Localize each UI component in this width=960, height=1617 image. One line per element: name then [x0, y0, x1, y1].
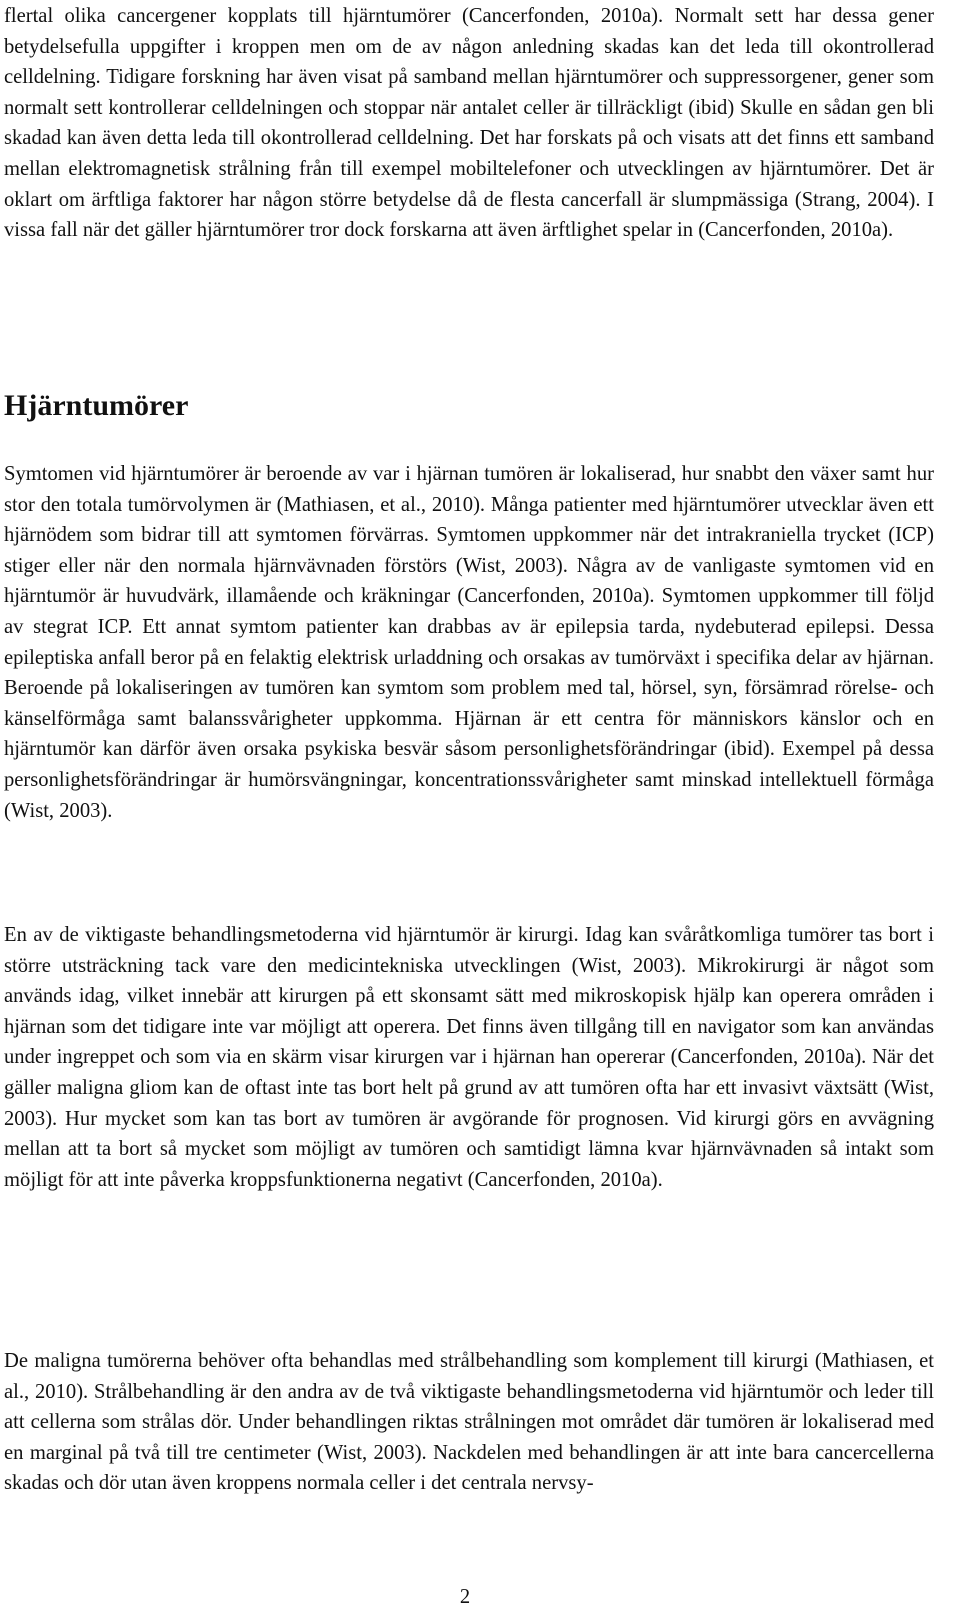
intro-paragraph: flertal olika cancergener kopplats till hjärntumörer (Cancerfonden, 2010a). Normalt sett har dessa gener betydelsefulla uppgifter i kroppen men om de av någon anledning skadas kan det leda till okontrollerad celldelning. Tidigare forskning har även visat på samband mellan hjärntumörer och suppressorgener, gener som normalt sett kontrollerar celldelningen och stoppar när antalet celler är tillräckligt (ibid) Skulle en sådan gen bli skadad kan även detta leda till okontrollerad celldelning. Det har forskats på och visats att det finns ett samband mellan elektromagnetisk strålning från till exempel mobiltelefoner och utvecklingen av hjärntumörer. Det är oklart om ärftliga faktorer har någon större betydelse då de flesta cancerfall är slumpmässiga (Strang, 2004). I vissa fall när det gäller hjärntumörer tror dock forskarna att även ärftlighet spelar in (Cancerfonden, 2010a).: [4, 5, 934, 242]
surgery-paragraph: En av de viktigaste behandlingsmetoderna vid hjärntumör är kirurgi. Idag kan svåråtkomliga tumörer tas bort i större utsträckning tack vare den medicintekniska utvecklingen (Wist, 2003). Mikrokirurgi är något som används idag, vilket innebär att kirurgen på ett skonsamt sätt med mikroskopisk hjälp kan operera områden i hjärnan som det tidigare inte var möjligt att operera. Det finns även tillgång till en navigator som kan användas under ingreppet och som via en skärm visar kirurgen var i hjärnan han opererar (Cancerfonden, 2010a). När det gäller maligna gliom kan de oftast inte tas bort helt på grund av att tumören ofta har ett invasivt växtsätt (Wist, 2003). Hur mycket som kan tas bort av tumören är avgörande för prognosen. Vid kirurgi görs en avvägning mellan att ta bort så mycket som möjligt av tumören och samtidigt lämna kvar hjärnvävnaden så intakt som möjligt för att inte påverka kroppsfunktionerna negativt (Cancerfonden, 2010a).: [4, 924, 934, 1191]
page-number: 2: [459, 1586, 471, 1608]
radiation-paragraph: De maligna tumörerna behöver ofta behandlas med strålbehandling som komplement till kirurgi (Mathiasen, et al., 2010). Strålbehandling är den andra av de två viktigaste behandlingsmetoderna vid hjärntumör och leder till att cellerna som strålas dör. Under behandlingen riktas strålningen mot området där tumören är lokaliserad med en marginal på två till tre centimeter (Wist, 2003). Nackdelen med behandlingen är att inte bara cancercellerna skadas och dör utan även kroppens normala celler i det centrala nervsy-: [4, 1350, 934, 1495]
section-heading: Hjärntumörer: [4, 389, 189, 422]
symptoms-paragraph: Symtomen vid hjärntumörer är beroende av var i hjärnan tumören är lokaliserad, hur snabbt den växer samt hur stor den totala tumörvolymen är (Mathiasen, et al., 2010). Många patienter med hjärntumörer utvecklar även ett hjärnödem som bidrar till att symtomen förvärras. Symtomen uppkommer när det intrakraniella trycket (ICP) stiger eller när den normala hjärnvävnaden förstörs (Wist, 2003). Några av de vanligaste symtomen vid en hjärntumör är huvudvärk, illamående och kräkningar (Cancerfonden, 2010a). Symtomen uppkommer till följd av stegrat ICP. Ett annat symtom patienter kan drabbas av är epilepsia tarda, nydebuterad epilepsi. Dessa epileptiska anfall beror på en felaktig elektrisk urladdning och orsakas av tumörväxt i specifika delar av hjärnan. Beroende på lokaliseringen av tumören kan symtom som problem med tal, hörsel, syn, försämrad rörelse- och känselförmåga samt balanssvårigheter uppkomma. Hjärnan är ett centra för människors känslor och en hjärntumör kan därför även orsaka psykiska besvär såsom personlighetsförändringar (ibid). Exempel på dessa personlighetsförändringar är humörsvängningar, koncentrationssvårigheter samt minskad intellektuell förmåga (Wist, 2003).: [4, 463, 934, 822]
